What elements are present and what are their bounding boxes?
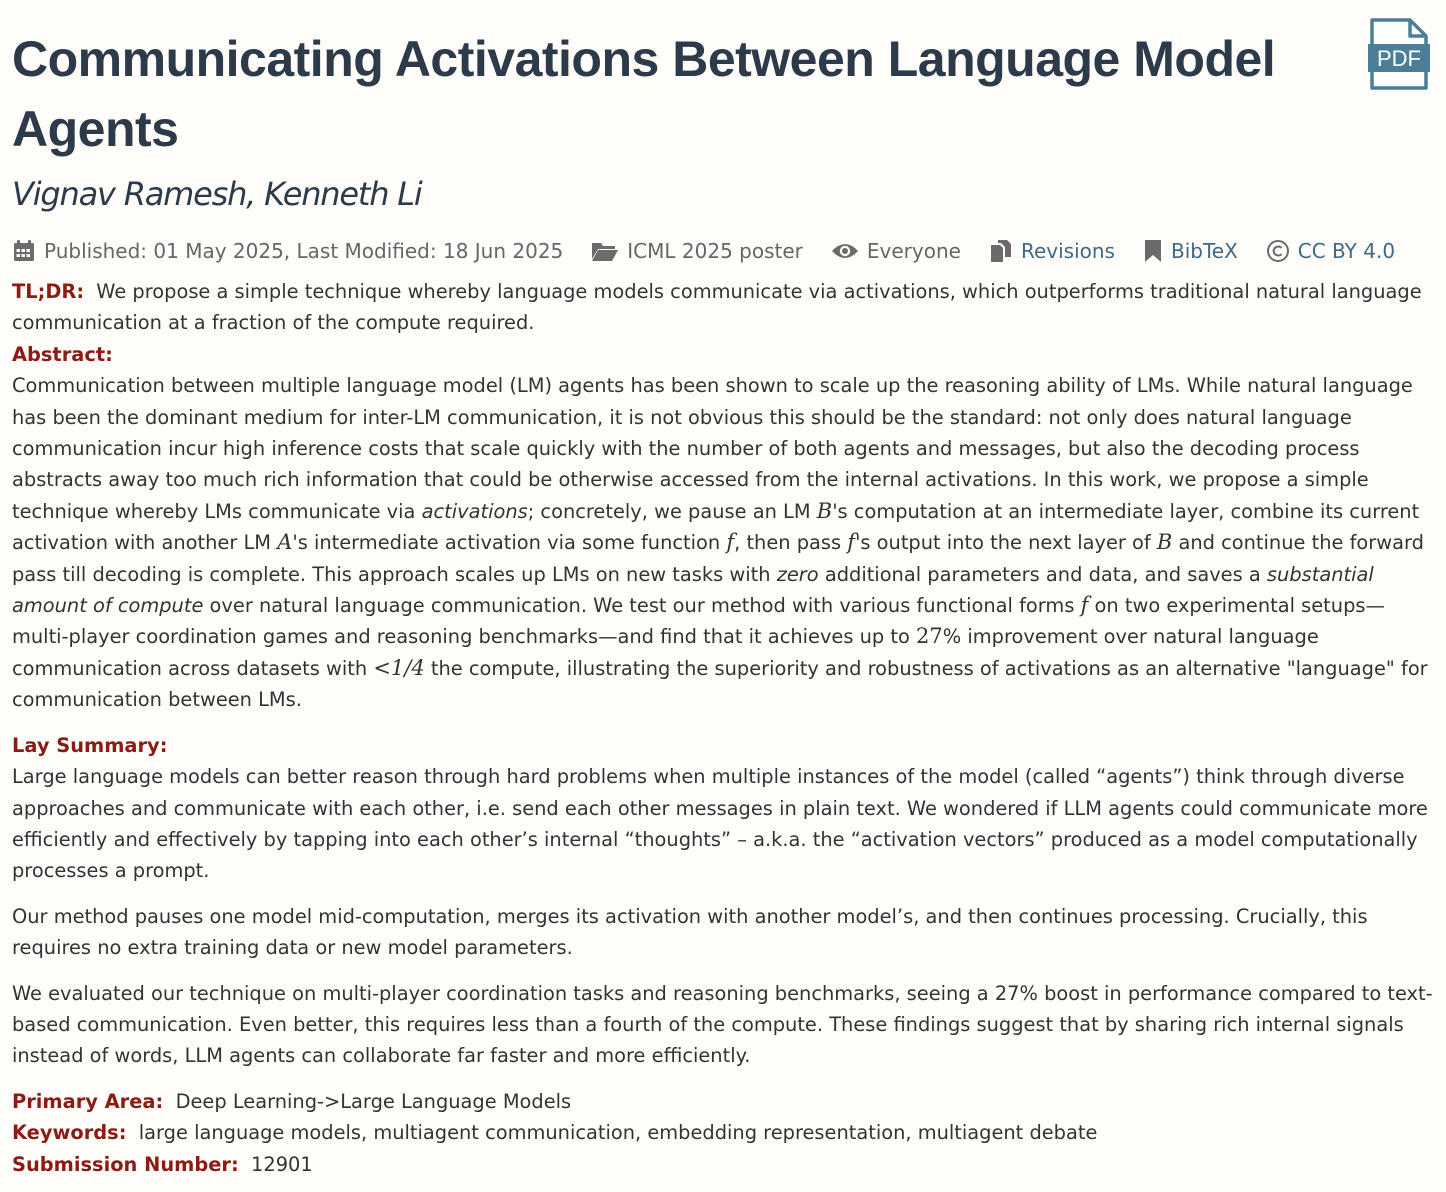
tldr-label: TL;DR: xyxy=(12,280,85,303)
eye-icon xyxy=(831,241,859,261)
folder-icon xyxy=(591,240,619,262)
note-content xyxy=(12,276,1436,1180)
venue-text: ICML 2025 poster xyxy=(627,239,803,263)
copyright-icon xyxy=(1266,239,1290,263)
calendar-icon xyxy=(12,239,36,263)
lay-summary-paragraph: Our method pauses one model mid-computation, merges its activation with another model’s, and then continues processing. Crucially, this requires no extra training data or new model parameters. xyxy=(12,904,1368,960)
primary-area-field xyxy=(12,1086,1436,1117)
tldr-field xyxy=(12,276,1436,339)
submission-number-label: Submission Number: xyxy=(12,1152,239,1176)
lay-summary-paragraph: Large language models can better reason through hard problems when multiple instances of the model (called “agents”) think through diverse approaches and communicate with each other, i.e. send each other messages in plain text. We wondered if LLM agents could communicate more efficiently and effectively by tapping into each other’s internal “thoughts” – a.k.a. the “activation vectors” produced as a model computationally processes a prompt. xyxy=(12,765,1428,883)
meta-bibtex xyxy=(1143,239,1238,263)
abstract-label: Abstract: xyxy=(12,342,113,366)
abstract-text: Communication between multiple language model (LM) agents has been shown to scale up the reasoning ability of LMs. While natural language has been the dominant medium for inter-LM communication, it is not obvious this should be the standard: not only does natural language communication incur high inference costs that scale quickly with the number of both agents and messages, but also the decoding process abstracts away too much rich information that could be otherwise accessed from the internal activations. In this work, we propose a simple technique whereby LMs communicate via activations; concretely, we pause an LM B's computation at an intermediate layer, combine its current activation with another LM A's intermediate activation via some function f, then pass f's output into the next layer of B and continue the forward pass till decoding is complete. This approach scales up LMs on new tasks with zero additional parameters and data, and saves a substantial amount of compute over natural language communication. We test our method with various functional forms f on two experimental setups—multi-player coordination games and reasoning benchmarks—and find that it achieves up to 27% improvement over natural language communication across datasets with <1/4 the compute, illustrating the superiority and robustness of activations as an alternative "language" for communication between LMs. xyxy=(12,374,1428,712)
lay-summary-paragraph: We evaluated our technique on multi-player coordination tasks and reasoning benchmarks, seeing a 27% boost in performance compared to text-based communication. Even better, this requires less than a fourth of the compute. These findings suggest that by sharing rich internal signals instead of words, LLM agents can collaborate far faster and more efficiently. xyxy=(12,981,1433,1068)
submission-number-value: 12901 xyxy=(251,1152,313,1176)
submission-number-field xyxy=(12,1149,1436,1180)
revisions-icon xyxy=(989,239,1013,263)
keywords-label: Keywords: xyxy=(12,1121,127,1145)
lay-summary-field xyxy=(12,730,1436,1072)
pdf-download-link[interactable] xyxy=(1368,18,1430,90)
meta-readers xyxy=(831,239,961,263)
bibtex-link[interactable]: BibTeX xyxy=(1170,239,1238,263)
meta-row xyxy=(12,236,1436,266)
svg-text:PDF: PDF xyxy=(1377,46,1421,71)
paper-title: Communicating Activations Between Language Model Agents xyxy=(12,31,1276,157)
dates-text: Published: 01 May 2025, Last Modified: 18 Jun 2025 xyxy=(44,239,564,263)
bookmark-icon xyxy=(1143,239,1163,263)
pdf-icon xyxy=(1368,18,1430,90)
readers-text: Everyone xyxy=(866,239,961,263)
note-page xyxy=(12,0,1436,1180)
lay-summary-label: Lay Summary: xyxy=(12,733,168,757)
primary-area-label: Primary Area: xyxy=(12,1089,164,1113)
meta-dates xyxy=(12,239,563,263)
meta-venue xyxy=(591,239,803,263)
tldr-text: We propose a simple technique whereby language models communicate via activations, which outperforms traditional natural language communication at a fraction of the compute required. xyxy=(12,280,1422,335)
license-link[interactable]: CC BY 4.0 xyxy=(1297,239,1396,263)
revisions-link[interactable]: Revisions xyxy=(1020,239,1115,263)
primary-area-value: Deep Learning->Large Language Models xyxy=(175,1089,572,1113)
lay-summary-text xyxy=(12,761,1436,1072)
meta-license xyxy=(1266,239,1395,263)
abstract-field xyxy=(12,339,1436,716)
keywords-value: large language models, multiagent communication, embedding representation, multiagent debate xyxy=(138,1121,1098,1145)
paper-authors[interactable]: Vignav Ramesh, Kenneth Li xyxy=(12,175,422,213)
keywords-field xyxy=(12,1117,1436,1148)
meta-revisions xyxy=(989,239,1115,263)
